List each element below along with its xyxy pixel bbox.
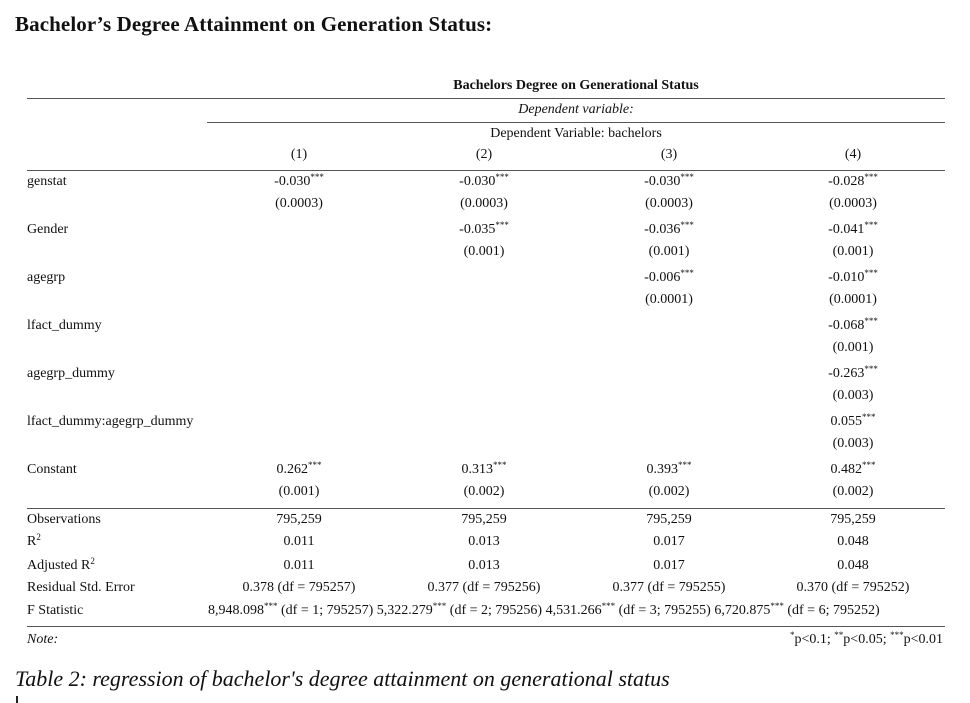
stat-value: 0.011: [283, 534, 315, 549]
fstat-df: (df = 1; 795257): [277, 603, 374, 618]
coef-cell: [579, 174, 759, 190]
rule-bottom: [27, 626, 945, 627]
stat-value: 0.011: [283, 558, 315, 573]
stat-label-superscript: 2: [90, 556, 95, 566]
fstat-significance: ***: [601, 601, 616, 611]
rule-top: [27, 98, 945, 99]
note-text: p<0.05;: [843, 632, 891, 647]
fstat-label: F Statistic: [27, 603, 84, 618]
stat-value: 795,259: [830, 512, 876, 527]
column-header-3: (3): [660, 147, 678, 162]
dependent-variable-name: Dependent Variable: bachelors: [490, 126, 662, 141]
coef-cell: [763, 462, 943, 478]
fstat-estimate: 8,948.098: [208, 603, 264, 618]
coef-estimate: -0.030: [644, 174, 681, 189]
fstat-significance: ***: [264, 601, 278, 611]
std-error-cell: (0.0001): [645, 292, 693, 307]
coef-cell: [579, 462, 759, 478]
stat-label: [27, 558, 95, 574]
std-error-cell: (0.0003): [645, 196, 693, 211]
column-header-2: (2): [475, 147, 493, 162]
fstat-significance: ***: [770, 601, 784, 611]
std-error-cell: (0.0003): [275, 196, 323, 211]
row-label-gender: Gender: [27, 222, 69, 237]
coef-significance: ***: [680, 268, 694, 278]
coef-cell: [394, 174, 574, 190]
std-error-cell: (0.001): [832, 244, 874, 259]
stat-value: 0.377 (df = 795255): [612, 580, 726, 595]
row-label-genstat: genstat: [27, 174, 67, 189]
coef-significance: ***: [310, 172, 324, 182]
coef-estimate: -0.006: [644, 270, 681, 285]
row-label-constant: Constant: [27, 462, 77, 477]
stat-label-superscript: 2: [36, 532, 41, 542]
fstat-values: [208, 603, 880, 619]
stat-label-text: R: [27, 534, 37, 549]
coef-cell: [763, 174, 943, 190]
coef-estimate: -0.030: [274, 174, 311, 189]
stat-value: 795,259: [276, 512, 322, 527]
column-header-1: (1): [290, 147, 308, 162]
stat-label-text: Residual Std. Error: [27, 580, 135, 595]
stat-label-text: Adjusted R: [27, 558, 91, 573]
coef-estimate: 0.262: [276, 462, 308, 477]
dependent-variable-label: Dependent variable:: [518, 102, 634, 117]
coef-estimate: -0.263: [828, 366, 865, 381]
row-label-lfact-dummy-agegrp-dummy: lfact_dummy:agegrp_dummy: [27, 414, 194, 429]
stat-label-text: Observations: [27, 512, 101, 527]
std-error-cell: (0.002): [832, 484, 874, 499]
coef-cell: [763, 222, 943, 238]
fstat-estimate: 4,531.266: [542, 603, 602, 618]
note-text: p<0.1;: [794, 632, 835, 647]
coef-significance: ***: [864, 220, 878, 230]
coef-cell: [209, 462, 389, 478]
coef-estimate: -0.068: [828, 318, 865, 333]
coef-cell: [209, 174, 389, 190]
row-label-agegrp-dummy: agegrp_dummy: [27, 366, 115, 381]
rule-coefs: [27, 508, 945, 509]
std-error-cell: (0.0003): [829, 196, 877, 211]
table-title: Bachelors Degree on Generational Status: [453, 78, 699, 93]
std-error-cell: (0.002): [648, 484, 690, 499]
fstat-estimate: 5,322.279: [373, 603, 433, 618]
stat-value: 0.378 (df = 795257): [242, 580, 356, 595]
coef-estimate: 0.313: [461, 462, 493, 477]
coef-estimate: -0.041: [828, 222, 865, 237]
coef-cell: [579, 222, 759, 238]
coef-significance: ***: [680, 172, 694, 182]
coef-estimate: -0.030: [459, 174, 496, 189]
std-error-cell: (0.003): [832, 436, 874, 451]
row-label-agegrp: agegrp: [27, 270, 66, 285]
coef-significance: ***: [862, 460, 876, 470]
column-header-4: (4): [844, 147, 862, 162]
coef-significance: ***: [864, 268, 878, 278]
stat-value: 0.377 (df = 795256): [427, 580, 541, 595]
coef-cell: [763, 270, 943, 286]
note-significance: **: [834, 630, 844, 640]
rule-header: [27, 170, 945, 171]
stat-label: [27, 534, 41, 550]
coef-significance: ***: [495, 220, 509, 230]
fstat-df: (df = 2; 795256): [446, 603, 543, 618]
coef-estimate: -0.028: [828, 174, 865, 189]
stat-label: [27, 512, 101, 528]
coef-estimate: 0.393: [646, 462, 678, 477]
coef-cell: [394, 462, 574, 478]
std-error-cell: (0.001): [832, 340, 874, 355]
coef-cell: [579, 270, 759, 286]
std-error-cell: (0.002): [463, 484, 505, 499]
std-error-cell: (0.0003): [460, 196, 508, 211]
coef-significance: ***: [864, 364, 878, 374]
note-significance: *: [790, 630, 795, 640]
coef-significance: ***: [493, 460, 507, 470]
stat-value: 0.017: [653, 534, 685, 549]
coef-cell: [763, 366, 943, 382]
stat-value: 795,259: [646, 512, 692, 527]
rule-dep-var: [207, 122, 945, 123]
stat-value: 0.013: [468, 558, 500, 573]
note-label: Note:: [27, 632, 59, 647]
stat-value: 0.048: [837, 558, 869, 573]
std-error-cell: (0.001): [648, 244, 690, 259]
coef-significance: ***: [680, 220, 694, 230]
std-error-cell: (0.001): [463, 244, 505, 259]
coef-estimate: 0.482: [830, 462, 862, 477]
std-error-cell: (0.001): [278, 484, 320, 499]
coef-significance: ***: [678, 460, 692, 470]
significance-note: [790, 632, 943, 648]
stray-mark: [16, 696, 18, 703]
std-error-cell: (0.0001): [829, 292, 877, 307]
coef-significance: ***: [308, 460, 322, 470]
row-label-lfact-dummy: lfact_dummy: [27, 318, 102, 333]
coef-significance: ***: [864, 172, 878, 182]
std-error-cell: (0.003): [832, 388, 874, 403]
coef-significance: ***: [495, 172, 509, 182]
coef-significance: ***: [862, 412, 876, 422]
coef-cell: [763, 318, 943, 334]
coef-cell: [394, 222, 574, 238]
stat-value: 795,259: [461, 512, 507, 527]
coef-estimate: -0.010: [828, 270, 865, 285]
coef-estimate: -0.036: [644, 222, 681, 237]
stat-value: 0.017: [653, 558, 685, 573]
fstat-significance: ***: [432, 601, 447, 611]
coef-significance: ***: [864, 316, 878, 326]
stat-label: [27, 580, 135, 596]
stat-value: 0.370 (df = 795252): [796, 580, 910, 595]
coef-estimate: 0.055: [830, 414, 862, 429]
fstat-df: (df = 3; 795255): [615, 603, 711, 618]
fstat-estimate: 6,720.875: [710, 603, 771, 618]
coef-cell: [763, 414, 943, 430]
table-caption: Table 2: regression of bachelor's degree attainment on generational status: [15, 666, 670, 691]
coef-estimate: -0.035: [459, 222, 496, 237]
stat-value: 0.048: [837, 534, 869, 549]
page-heading: Bachelor’s Degree Attainment on Generation Status:: [15, 12, 493, 36]
stat-value: 0.013: [468, 534, 500, 549]
fstat-df: (df = 6; 795252): [783, 603, 880, 618]
note-text: p<0.01: [903, 632, 943, 647]
note-significance: ***: [890, 630, 904, 640]
